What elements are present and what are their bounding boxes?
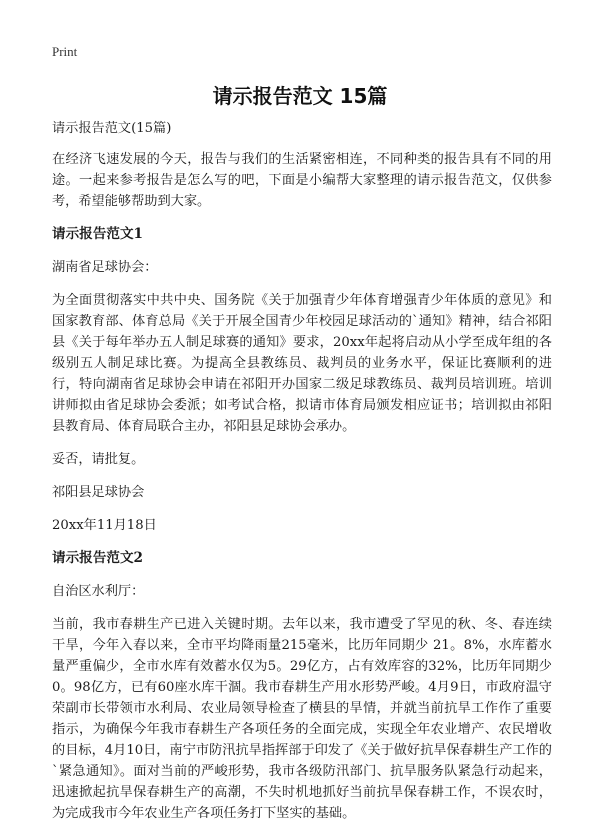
intro-paragraph: 在经济飞速发展的今天，报告与我们的生活紧密相连，不同种类的报告具有不同的用途。一起来参考报告是怎么写的吧，下面是小编帮大家整理的请示报告范文，仅供参考，希望能够帮助到大家。 — [52, 152, 552, 209]
section1-closing: 妥否，请批复。 — [52, 452, 145, 467]
section2-salutation: 自治区水利厅： — [52, 584, 145, 599]
section1-date: 20xx年11月18日 — [52, 518, 157, 533]
section1-salutation: 湖南省足球协会： — [52, 260, 158, 275]
section2-heading: 请示报告范文2 — [52, 550, 144, 566]
document-content — [52, 118, 552, 836]
document-title: 请示报告范文 15篇 — [212, 84, 388, 108]
section2-body: 当前，我市春耕生产已进入关键时期。去年以来，我市遭受了罕见的秋、冬、春连续干旱，今年入春以来，全市平均降雨量215毫米，比历年同期少 21。8%，水库蓄水量严重偏少，全市水库有效蓄水仅为5。29亿方，占有效库容的32%，比历年同期少0。98亿方，已有60座水库干涸。我市春耕生产用水形势严峻。4月9日，市政府温守荣副市长带领市水利局、农业局领导检查了横县的旱情，并就当前抗旱工作作了重要指示，为确保今年我市春耕生产各项任务的全面完成，实现全年农业增产、农民增收的目标，4月10日，南宁市防汛抗旱指挥部于印发了《关于做好抗旱保春耕生产工作的`紧急通知》。面对当前的严峻形势，我市各级防汛部门、抗旱服务队紧急行动起来，迅速掀起抗旱保春耕生产的高潮，不失时机地抓好当前抗旱保春耕工作，不误农时，为完成我市今年农业生产各项任务打下坚实的基础。 — [52, 617, 552, 821]
document-subtitle: 请示报告范文(15篇) — [52, 121, 172, 136]
section1-heading: 请示报告范文1 — [52, 226, 144, 242]
section1-body: 为全面贯彻落实中共中央、国务院《关于加强青少年体育增强青少年体质的意见》和国家教育部、体育总局《关于开展全国青少年校园足球活动的`通知》精神，结合祁阳县《关于每年举办五人制足球赛的通知》要求，20xx年起将启动从小学至成年组的各级别五人制足球比赛。为提高全县教练员、裁判员的业务水平，保证比赛顺利的进行，特向湖南省足球协会申请在祁阳开办国家二级足球教练员、裁判员培训班。培训讲师拟由省足球协会委派；如考试合格，拟请市体育局颁发相应证书；培训拟由祁阳县教育局、体育局联合主办，祁阳县足球协会承办。 — [52, 293, 552, 434]
print-label: Print — [52, 44, 78, 59]
section1-signature: 祁阳县足球协会 — [52, 485, 145, 500]
